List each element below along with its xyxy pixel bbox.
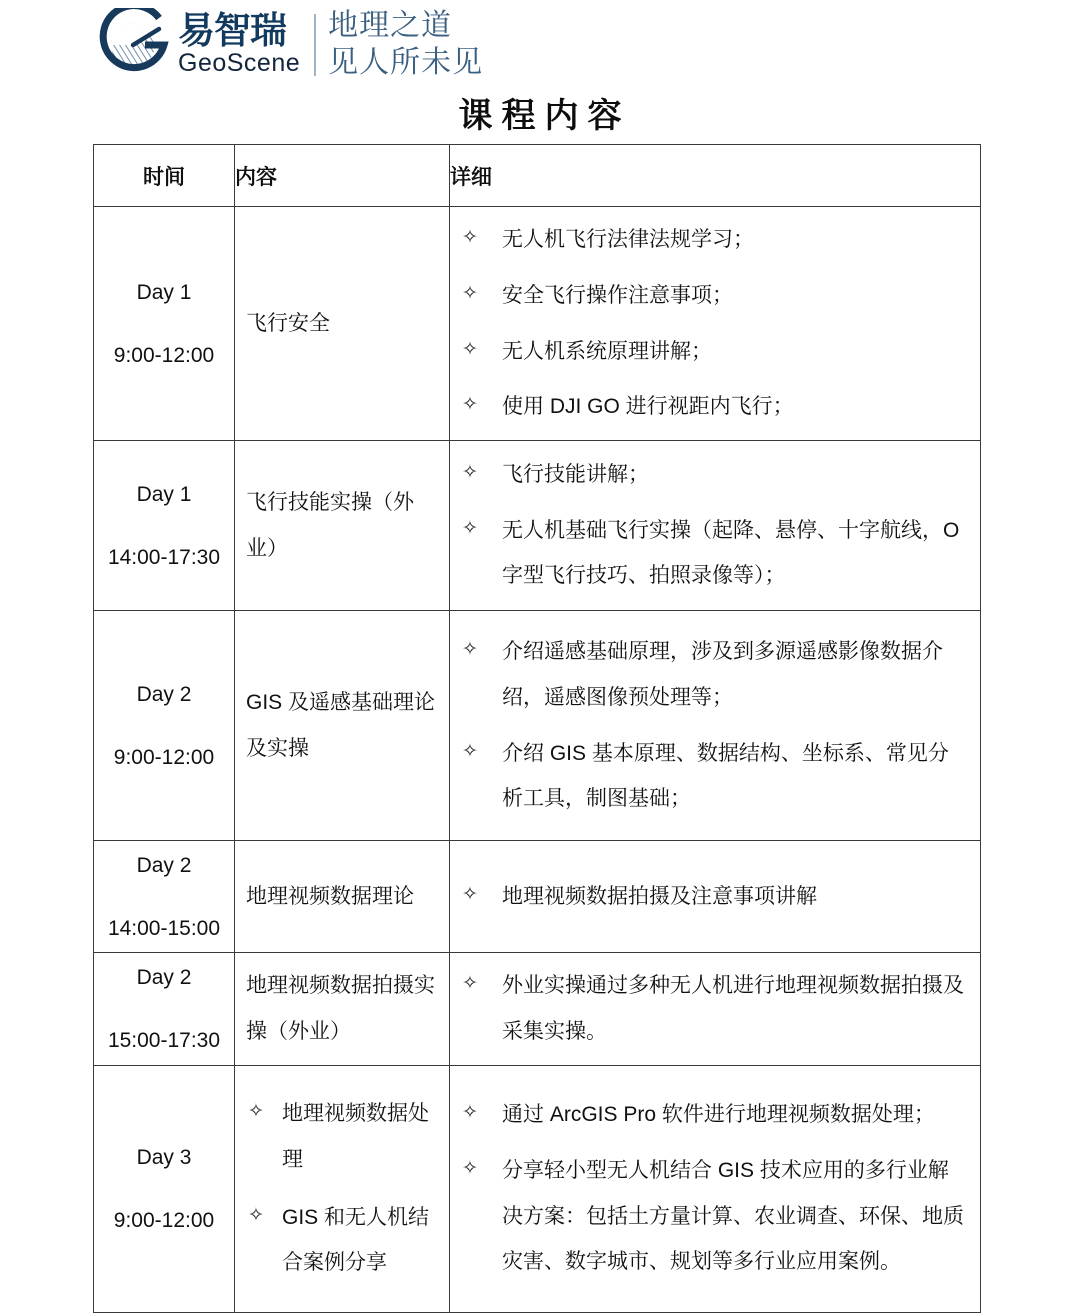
brand-divider	[314, 14, 316, 76]
detail-item: ✧ 无人机系统原理讲解；	[460, 329, 968, 375]
detail-item: ✧ 地理视频数据拍摄及注意事项讲解	[460, 874, 968, 920]
cell-time	[94, 207, 235, 441]
detail-item: ✧ 介绍遥感基础原理，涉及到多源遥感影像数据介绍，遥感图像预处理等；	[460, 629, 968, 721]
detail-item: ✧ 安全飞行操作注意事项；	[460, 273, 968, 319]
column-header-topic: 内容	[235, 145, 450, 207]
cell-topic: 地理视频数据拍摄实操（外业）	[235, 953, 450, 1066]
detail-list	[460, 1092, 968, 1285]
cell-time	[94, 953, 235, 1066]
time-range: 14:00-17:30	[107, 545, 221, 569]
time-day: Day 2	[136, 682, 192, 706]
topic-item: ✧ GIS 和无人机结合案例分享	[246, 1195, 440, 1287]
topic-list	[246, 1091, 440, 1286]
cell-detail	[450, 611, 981, 841]
detail-item: ✧ 外业实操通过多种无人机进行地理视频数据拍摄及采集实操。	[460, 963, 968, 1055]
detail-item: ✧ 无人机飞行法律法规学习；	[460, 217, 968, 263]
column-header-time: 时间	[94, 145, 235, 207]
cell-detail	[450, 207, 981, 441]
brand-name-cn: 易智瑞	[178, 9, 286, 51]
detail-list	[460, 629, 968, 822]
cell-detail	[450, 1065, 981, 1312]
cell-topic: 飞行安全	[235, 207, 450, 441]
cell-time	[94, 611, 235, 841]
column-header-detail: 详细	[450, 145, 981, 207]
detail-item: ✧ 无人机基础飞行实操（起降、悬停、十字航线，O 字型飞行技巧、拍照录像等）；	[460, 508, 968, 600]
table-header-row	[94, 145, 981, 207]
detail-list	[460, 452, 968, 599]
detail-list	[460, 963, 968, 1055]
brand-header	[96, 6, 483, 84]
time-day: Day 3	[136, 1145, 192, 1169]
time-range: 9:00-12:00	[113, 343, 215, 367]
table-row	[94, 841, 981, 953]
brand-name-en: GeoScene	[178, 49, 301, 78]
detail-item: ✧ 分享轻小型无人机结合 GIS 技术应用的多行业解决方案：包括土方量计算、农业调查、环保、地质灾害、数字城市、规划等多行业应用案例。	[460, 1148, 968, 1285]
time-range: 14:00-15:00	[107, 916, 221, 940]
detail-item: ✧ 介绍 GIS 基本原理、数据结构、坐标系、常见分析工具，制图基础；	[460, 731, 968, 823]
time-day: Day 1	[136, 482, 192, 506]
brand-tagline-line-1: 地理之道	[328, 9, 453, 43]
cell-topic: 飞行技能实操（外业）	[235, 441, 450, 611]
detail-list	[460, 874, 968, 920]
course-schedule-table	[93, 144, 981, 1313]
time-range: 9:00-12:00	[113, 745, 215, 769]
brand-tagline-line-2: 见人所未见	[328, 46, 484, 79]
table-row	[94, 1065, 981, 1312]
cell-time	[94, 1065, 235, 1312]
page-title: 课程内容	[458, 98, 631, 135]
cell-time	[94, 841, 235, 953]
brand-wordmark	[178, 8, 300, 82]
detail-item: ✧ 通过 ArcGIS Pro 软件进行地理视频数据处理；	[460, 1092, 968, 1138]
table-header	[94, 145, 981, 207]
cell-topic: GIS 及遥感基础理论及实操	[235, 611, 450, 841]
table-row	[94, 611, 981, 841]
table-body	[94, 207, 981, 1313]
cell-detail	[450, 841, 981, 953]
detail-item: ✧ 使用 DJI GO 进行视距内飞行；	[460, 384, 968, 430]
time-day: Day 2	[136, 965, 192, 989]
cell-time	[94, 441, 235, 611]
cell-topic	[235, 1065, 450, 1312]
time-range: 15:00-17:30	[107, 1028, 221, 1052]
brand-tagline	[328, 8, 483, 82]
detail-item: ✧ 飞行技能讲解；	[460, 452, 968, 498]
time-range: 9:00-12:00	[113, 1208, 215, 1232]
table-row	[94, 207, 981, 441]
geoscene-circle-logo-icon	[96, 8, 170, 82]
detail-list	[460, 217, 968, 430]
cell-topic: 地理视频数据理论	[235, 841, 450, 953]
cell-detail	[450, 953, 981, 1066]
table-row	[94, 441, 981, 611]
cell-detail	[450, 441, 981, 611]
time-day: Day 2	[136, 853, 192, 877]
table-row	[94, 953, 981, 1066]
topic-item: ✧ 地理视频数据处理	[246, 1091, 440, 1183]
time-day: Day 1	[136, 280, 192, 304]
